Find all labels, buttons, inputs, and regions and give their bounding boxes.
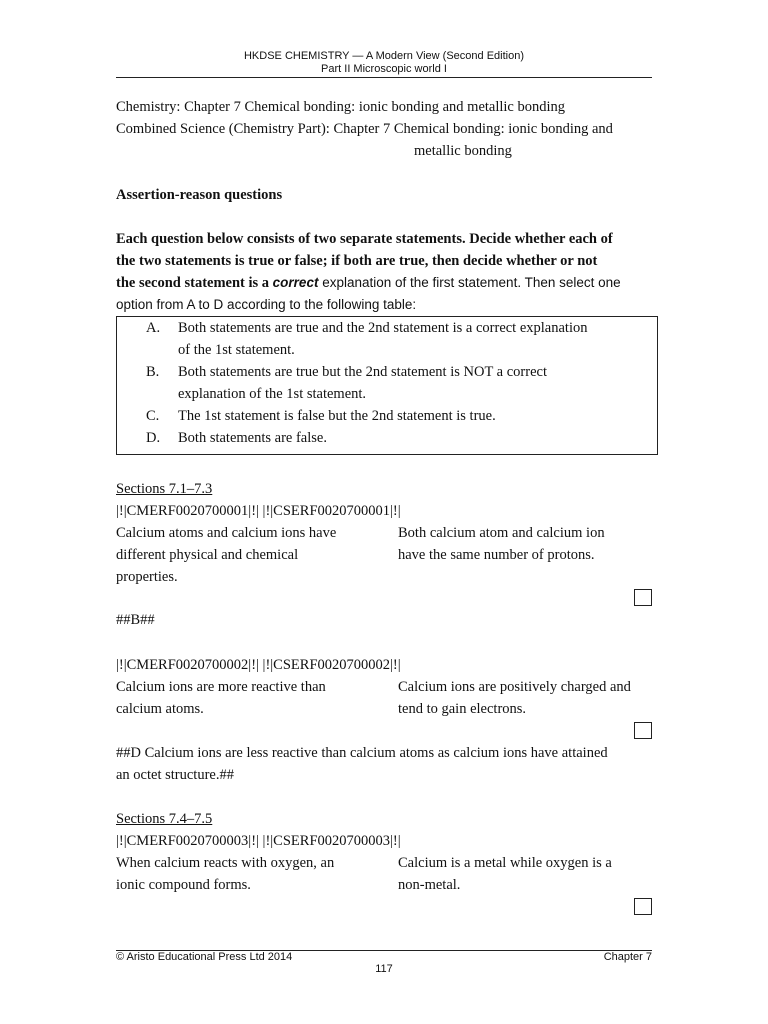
question-2-code: |!|CMERF0020700002|!| |!|CSERF0020700002|!| [116, 657, 401, 673]
question-3-code: |!|CMERF0020700003|!| |!|CSERF0020700003|!| [116, 833, 401, 849]
option-a-letter: A. [146, 320, 161, 336]
instruction-line-4: option from A to D according to the following table: [116, 297, 417, 312]
instruction-line-3-bold: the second statement is a [116, 275, 273, 291]
header-divider [116, 77, 652, 78]
question-3-statement-1: When calcium reacts with oxygen, an [116, 855, 335, 871]
question-1-statement-1-cont: properties. [116, 569, 178, 585]
question-2-answer-cont: an octet structure.## [116, 767, 234, 783]
page-number: 117 [375, 963, 393, 975]
option-b-text-cont: explanation of the 1st statement. [178, 386, 367, 402]
question-1-statement-2: Both calcium atom and calcium ion [398, 525, 605, 541]
option-c-text: The 1st statement is false but the 2nd statement is true. [178, 408, 496, 424]
section-heading: Assertion-reason questions [116, 187, 283, 203]
copyright-notice: © Aristo Educational Press Ltd 2014 [116, 951, 293, 963]
instruction-line-3 [116, 274, 621, 292]
part-title: Part II Microscopic world I [321, 63, 447, 75]
option-a-text: Both statements are true and the 2nd statement is a correct explanation [178, 320, 588, 336]
question-1-answer-box[interactable] [634, 589, 652, 606]
question-2-statement-2-cont: tend to gain electrons. [398, 701, 527, 717]
question-1-statement-2-cont: have the same number of protons. [398, 547, 595, 563]
chapter-line-chemistry: Chemistry: Chapter 7 Chemical bonding: ionic bonding and metallic bonding [116, 99, 566, 115]
question-3-answer-box[interactable] [634, 898, 652, 915]
instruction-line-1: Each question below consists of two separate statements. Decide whether each of [116, 231, 613, 247]
question-3-statement-2-cont: non-metal. [398, 877, 461, 893]
question-1-statement-1: Calcium atoms and calcium ions have [116, 525, 337, 541]
chapter-line-combined-science: Combined Science (Chemistry Part): Chapter 7 Chemical bonding: ionic bonding and [116, 121, 613, 137]
option-c-letter: C. [146, 408, 160, 424]
question-2-statement-1-cont: calcium atoms. [116, 701, 204, 717]
section-heading-7-1: Sections 7.1–7.3 [116, 481, 213, 497]
question-1-answer: ##B## [116, 612, 155, 628]
question-2-answer: ##D Calcium ions are less reactive than calcium atoms as calcium ions have attained [116, 745, 608, 761]
chapter-line-continued: metallic bonding [414, 143, 512, 159]
instruction-emphasis: correct [272, 275, 319, 290]
option-b-letter: B. [146, 364, 160, 380]
option-d-letter: D. [146, 430, 161, 446]
instruction-line-3-rest: explanation of the first statement. Then select one [318, 275, 621, 290]
option-b-text: Both statements are true but the 2nd statement is NOT a correct [178, 364, 547, 380]
question-2-statement-2: Calcium ions are positively charged and [398, 679, 631, 695]
section-heading-7-4: Sections 7.4–7.5 [116, 811, 213, 827]
option-d-text: Both statements are false. [178, 430, 327, 446]
question-2-answer-box[interactable] [634, 722, 652, 739]
option-a-text-cont: of the 1st statement. [178, 342, 295, 358]
question-3-statement-2: Calcium is a metal while oxygen is a [398, 855, 612, 871]
question-2-statement-1: Calcium ions are more reactive than [116, 679, 326, 695]
question-3-statement-1-cont: ionic compound forms. [116, 877, 251, 893]
running-header [116, 50, 652, 76]
question-1-statement-1-cont: different physical and chemical [116, 547, 299, 563]
instruction-line-2: the two statements is true or false; if both are true, then decide whether or not [116, 253, 598, 269]
book-title: HKDSE CHEMISTRY — A Modern View (Second Edition) [243, 50, 524, 62]
question-1-code: |!|CMERF0020700001|!| |!|CSERF0020700001|!| [116, 503, 401, 519]
footer-chapter: Chapter 7 [603, 951, 652, 963]
